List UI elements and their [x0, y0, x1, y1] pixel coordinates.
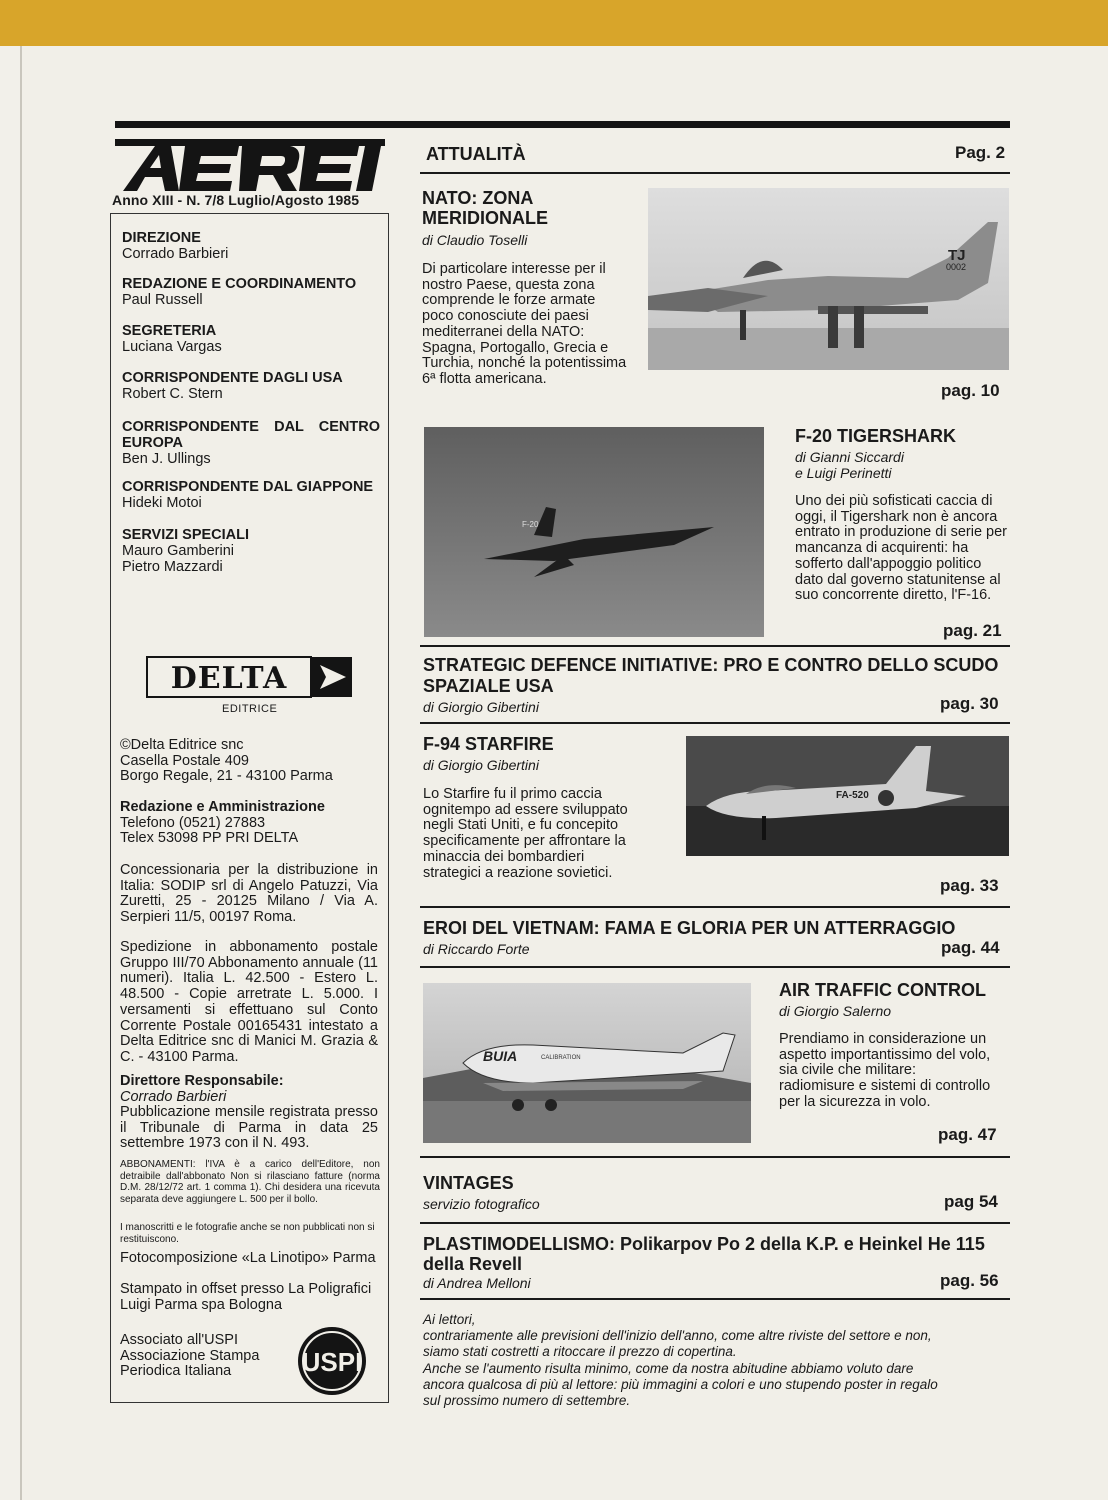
- svg-text:DELTA: DELTA: [170, 661, 288, 696]
- plastimodellismo-page: pag. 56: [940, 1271, 999, 1290]
- rule-attualita: [420, 172, 1010, 174]
- top-rule: [115, 121, 1010, 128]
- attualita-page: Pag. 2: [955, 143, 1006, 162]
- publisher-address: ©Delta Editrice snc Casella Postale 409 Borgo Regale, 21 - 43100 Parma: [120, 737, 333, 785]
- svg-text:FA-520: FA-520: [836, 790, 869, 801]
- svg-text:BUIA: BUIA: [483, 1048, 518, 1064]
- staff-corrispondente-usa: CORRISPONDENTE DAGLI USA Robert C. Stern: [122, 370, 343, 402]
- atc-article: AIR TRAFFIC CONTROL di Giorgio Salerno Prendiamo in considerazione un aspetto importantissimo del volo, sia civile che militare: radiomisure e sistemi di controllo per la sicurezza in volo.: [779, 980, 991, 1110]
- readers-note: Ai lettori, contrariamente alle previsioni dell'inizio dell'anno, come altre riviste del settore e non, siamo stati costretti a ritoccare il prezzo di copertina. Anche se l'aumento risulta minimo, come da nostra abitudine abbiamo voluto dare ancora qualcosa di più al lettore: più immagini a colori e uno stupendo poster in regalo sul prossimo numero di settembre.: [423, 1312, 938, 1409]
- rule-vietnam: [420, 966, 1010, 968]
- f20-page: pag. 21: [943, 621, 1002, 640]
- f94-article: F-94 STARFIRE di Giorgio Gibertini Lo Starfire fu il primo caccia ognitempo ad essere sviluppato negli Stati Uniti, e fu concepito specificamente per affrontare la minaccia dei bombardieri strategici a reazione sovietici.: [423, 734, 628, 881]
- staff-corrispondente-europa: CORRISPONDENTE DAL CENTRO EUROPA Ben J. Ullings: [122, 419, 380, 467]
- delta-subtitle: EDITRICE: [222, 703, 278, 715]
- sdi-page: pag. 30: [940, 694, 999, 713]
- delta-editrice-logo: [146, 656, 354, 698]
- rule-f20: [420, 645, 1010, 647]
- f20-article: F-20 TIGERSHARK di Gianni Siccardi e Luigi Perinetti Uno dei più sofisticati caccia di oggi, il Tigershark non è ancora entrato in produzione di serie per mancanza di acquirenti: ha sofferto dall'appoggio politico dato dal governo statunitense al suo concorrente diretto, l'F-16.: [795, 426, 1007, 604]
- f94-photo: [686, 736, 1009, 856]
- staff-corrispondente-giappone: CORRISPONDENTE DAL GIAPPONE Hideki Motoi: [122, 479, 374, 511]
- svg-text:F-20: F-20: [522, 520, 539, 529]
- page-binding-edge: [0, 46, 22, 1500]
- vietnam-article: EROI DEL VIETNAM: FAMA E GLORIA PER UN ATTERRAGGIO di Riccardo Forte: [423, 918, 956, 957]
- f94-page: pag. 33: [940, 876, 999, 895]
- printing-text: Stampato in offset presso La Poligrafici Luigi Parma spa Bologna: [120, 1281, 372, 1313]
- issue-line: Anno XIII - N. 7/8 Luglio/Agosto 1985: [112, 192, 360, 208]
- manuscripts-note: I manoscritti e le fotografie anche se non pubblicati non si restituiscono.: [120, 1222, 375, 1245]
- sdi-article: STRATEGIC DEFENCE INITIATIVE: PRO E CONTRO DELLO SCUDO SPAZIALE USA di Giorgio Gibertini: [423, 655, 999, 715]
- attualita-title: ATTUALITÀ: [426, 144, 526, 164]
- vintages-article: VINTAGES servizio fotografico: [423, 1173, 540, 1212]
- staff-redazione: REDAZIONE E COORDINAMENTO Paul Russell: [122, 276, 357, 308]
- nato-article: NATO: ZONA MERIDIONALE di Claudio Toselli Di particolare interesse per il nostro Paese, questa zona comprende le forze armate poco conosciute dei paesi mediterranei della NATO: Spagna, Portogallo, Grecia e Turchia, nonché la potentissima 6ª flotta americana.: [422, 188, 627, 387]
- distribution-text: Concessionaria per la distribuzione in Italia: SODIP srl di Angelo Patuzzi, Via Zuretti, 25 - 20125 Milano / Via A. Serpieri 11/5, 00197 Roma.: [120, 862, 378, 926]
- admin-block: Redazione e Amministrazione Telefono (0521) 27883 Telex 53098 PP PRI DELTA: [120, 799, 325, 847]
- registration-text: Pubblicazione mensile registrata presso il Tribunale di Parma in data 25 settembre 1973 con il N. 493.: [120, 1104, 378, 1152]
- rule-f94: [420, 906, 1010, 908]
- staff-segreteria: SEGRETERIA Luciana Vargas: [122, 323, 222, 355]
- rule-plastimodellismo: [420, 1298, 1010, 1300]
- vietnam-page: pag. 44: [941, 938, 1000, 957]
- nato-photo-f16: [648, 188, 1009, 370]
- uspi-logo: [296, 1325, 368, 1397]
- rule-sdi: [420, 722, 1010, 724]
- staff-direzione: DIREZIONE Corrado Barbieri: [122, 230, 229, 262]
- association-text: Associato all'USPI Associazione Stampa Periodica Italiana: [120, 1332, 260, 1380]
- staff-servizi-speciali: SERVIZI SPECIALI Mauro Gamberini Pietro Mazzardi: [122, 527, 250, 575]
- atc-page: pag. 47: [938, 1125, 997, 1144]
- rule-atc: [420, 1156, 1010, 1158]
- vintages-page: pag 54: [944, 1192, 998, 1211]
- director-block: Direttore Responsabile: Corrado Barbieri: [120, 1073, 284, 1105]
- subscription-text: Spedizione in abbonamento postale Gruppo III/70 Abbonamento annuale (11 numeri). Italia L. 42.500 - Estero L. 48.500 - Copie arretrate L. 5.000. I versamenti si effettuano sul Conto Corrente Postale 00165431 intestato a Delta Editrice snc di Manici M. Grazia & C. - 43100 Parma.: [120, 939, 378, 1065]
- svg-text:CALIBRATION: CALIBRATION: [541, 1055, 581, 1061]
- abbonamenti-note: ABBONAMENTI: l'IVA è a carico dell'Editore, non detraibile dall'abbonato Non si rilasciano fatture (norma D.M. 28/12/72 art. 1 comma 1). Chi desidera una ricevuta separata deve aggiungere L. 500 per il bollo.: [120, 1159, 380, 1205]
- aerei-logo: [115, 139, 385, 191]
- svg-text:TJ: TJ: [948, 247, 966, 264]
- typesetting-text: Fotocomposizione «La Linotipo» Parma: [120, 1250, 376, 1266]
- rule-vintages: [420, 1222, 1010, 1224]
- atc-photo-dc3: [423, 983, 751, 1143]
- f20-photo: [424, 427, 764, 637]
- svg-text:0002: 0002: [946, 262, 967, 272]
- svg-text:USPI: USPI: [301, 1347, 363, 1377]
- nato-page: pag. 10: [941, 381, 1000, 400]
- plastimodellismo-article: PLASTIMODELLISMO: Polikarpov Po 2 della K.P. e Heinkel He 115 della Revell di Andrea Melloni: [423, 1234, 985, 1291]
